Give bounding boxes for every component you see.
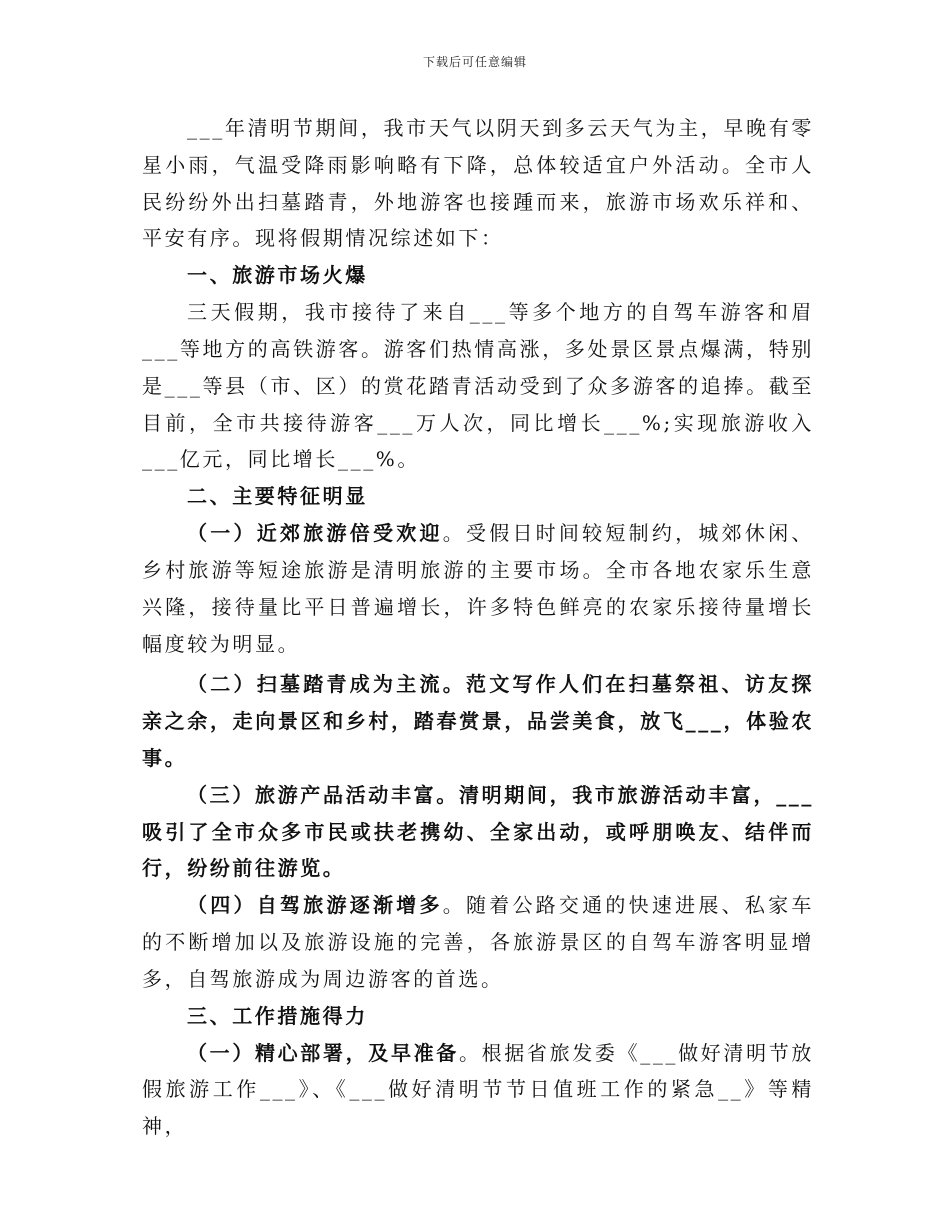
- measure-1-text: 。根据省旅发委《___做好清明节放假旅游工作___》、《___做好清明节节日值班工作的紧急__》等精神，: [142, 1040, 814, 1139]
- intro-paragraph: ___年清明节期间，我市天气以阴天到多云天气为主，早晚有零星小雨，气温受降雨影响略有下降，总体较适宜户外活动。全市人民纷纷外出扫墓踏青，外地游客也接踵而来，旅游市场欢乐祥和、平安有序。现将假期情况综述如下：: [142, 116, 814, 251]
- feature-2-lead: （二）扫墓踏青成为主流。: [187, 672, 466, 697]
- document-body: [142, 110, 814, 1145]
- feature-4-lead: （四）自驾旅游逐渐增多: [187, 893, 443, 918]
- feature-1-lead: （一）近郊旅游倍受欢迎: [187, 521, 443, 546]
- market-paragraph: 三天假期，我市接待了来自___等多个地方的自驾车游客和眉___等地方的高铁游客。游客们热情高涨，多处景区景点爆满，特别是___等县（市、区）的赏花踏青活动受到了众多游客的追捧。截至目前，全市共接待游客___万人次，同比增长___%;实现旅游收入___亿元，同比增长___%。: [142, 300, 814, 472]
- feature-4-text: 。随着公路交通的快速进展、私家车的不断增加以及旅游设施的完善，各旅游景区的自驾车游客明显增多，自驾旅游成为周边游客的首选。: [142, 893, 814, 991]
- feature-3-lead: （三）旅游产品活动丰富。: [187, 782, 459, 807]
- feature-paragraph-2: [142, 666, 814, 776]
- section-heading-features: 二、主要特征明显: [187, 484, 368, 509]
- feature-2-text: 范文写作人们在扫墓祭祖、访友探亲之余，走向景区和乡村，踏春赏景，品尝美食，放飞___，体验农事。: [142, 672, 814, 770]
- measure-paragraph-1: [142, 1035, 814, 1145]
- section-heading-measures: 三、工作措施得力: [187, 1003, 368, 1028]
- feature-paragraph-3: [142, 777, 814, 887]
- feature-3-text: 清明期间，我市旅游活动丰富，___吸引了全市众多市民或扶老携幼、全家出动，或呼朋唤友、结伴而行，纷纷前往游览。: [142, 782, 814, 881]
- feature-1-text: 。受假日时间较短制约，城郊休闲、乡村旅游等短途旅游是清明旅游的主要市场。全市各地农家乐生意兴隆，接待量比平日普遍增长，许多特色鲜亮的农家乐接待量增长幅度较为明显。: [142, 521, 814, 656]
- measure-1-lead: （一）精心部署，及早准备: [187, 1040, 459, 1065]
- section-heading-market: 一、旅游市场火爆: [187, 263, 368, 288]
- page-header: 下载后可任意编辑: [422, 55, 527, 69]
- feature-paragraph-4: [142, 887, 814, 997]
- feature-paragraph-1: [142, 515, 814, 662]
